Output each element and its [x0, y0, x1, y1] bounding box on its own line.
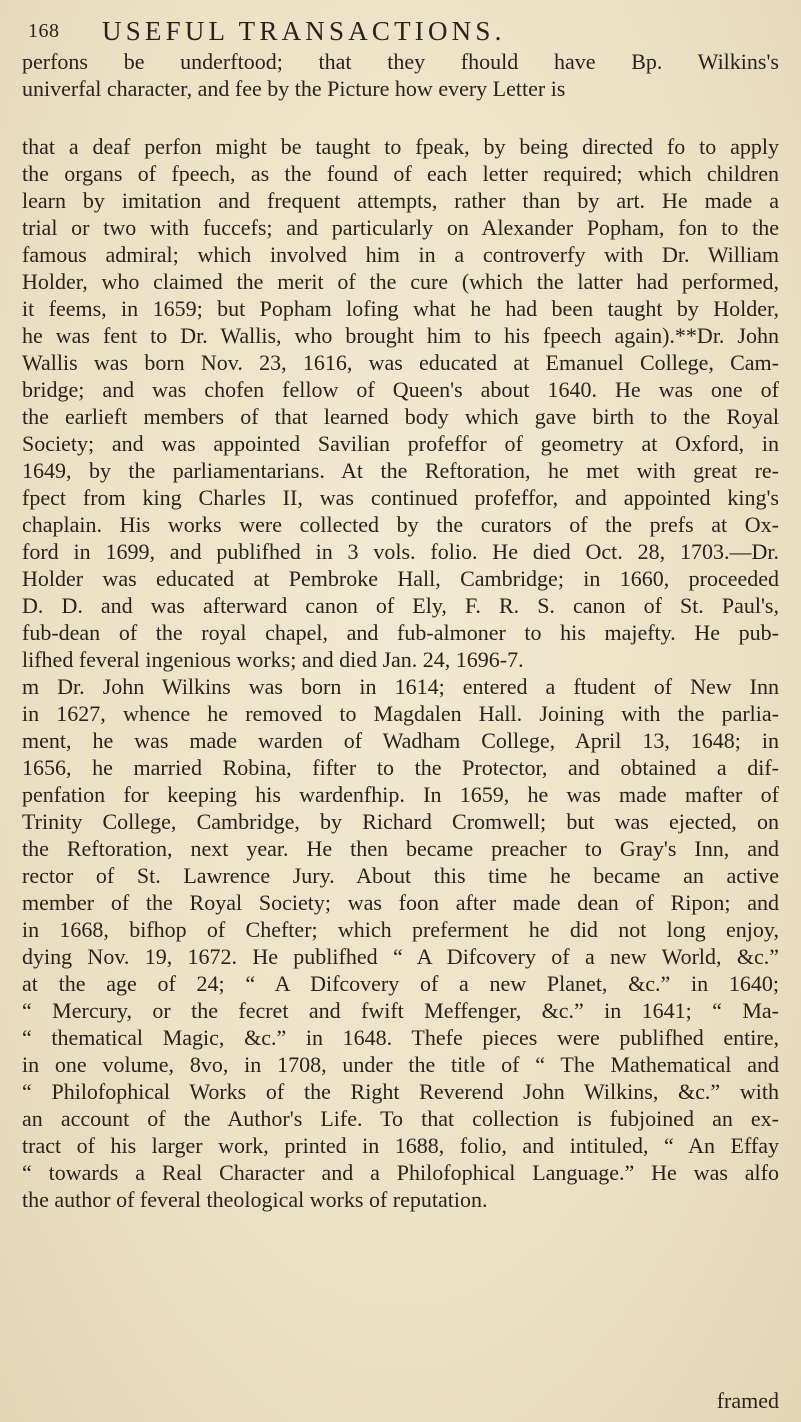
- text-line: trial or two with fuccefs; and particularly on Alexander Popham, fon to the: [22, 215, 779, 240]
- text-line: univerfal character, and fee by the Picture how every Letter is: [22, 76, 566, 101]
- intro-paragraph: [22, 48, 779, 102]
- running-title: USEFUL TRANSACTIONS.: [102, 16, 506, 46]
- text-line: he was fent to Dr. Wallis, who brought him to his fpeech again).**Dr. John: [22, 323, 779, 348]
- text-line: fub-dean of the royal chapel, and fub-almoner to his majefty. He pub-: [22, 620, 779, 645]
- page-footer: [22, 1388, 779, 1418]
- text-line: “ towards a Real Character and a Philofophical Language.” He was alfo: [22, 1160, 779, 1185]
- text-line: at the age of 24; “ A Difcovery of a new Planet, &c.” in 1640;: [22, 971, 779, 996]
- text-line: the author of feveral theological works of reputation.: [22, 1187, 488, 1212]
- text-line: 1649, by the parliamentarians. At the Reftoration, he met with great re-: [22, 458, 779, 483]
- page-header: [20, 12, 780, 48]
- text-line: “ Mercury, or the fecret and fwift Meffenger, &c.” in 1641; “ Ma-: [22, 998, 779, 1023]
- text-line: dying Nov. 19, 1672. He publifhed “ A Difcovery of a new World, &c.”: [22, 944, 779, 969]
- text-line: ford in 1699, and publifhed in 3 vols. folio. He died Oct. 28, 1703.—Dr.: [22, 539, 779, 564]
- text-line: fpect from king Charles II, was continued profeffor, and appointed king's: [22, 485, 779, 510]
- text-line: ment, he was made warden of Wadham College, April 13, 1648; in: [22, 728, 779, 753]
- text-line: Society; and was appointed Savilian profeffor of geometry at Oxford, in: [22, 431, 779, 456]
- text-line: Holder was educated at Pembroke Hall, Cambridge; in 1660, proceeded: [22, 566, 779, 591]
- text-line: chaplain. His works were collected by the curators of the prefs at Ox-: [22, 512, 779, 537]
- text-line: “ thematical Magic, &c.” in 1648. Thefe pieces were publifhed entire,: [22, 1025, 779, 1050]
- text-line: m Dr. John Wilkins was born in 1614; entered a ftudent of New Inn: [22, 674, 779, 699]
- text-line: Trinity College, Cambridge, by Richard Cromwell; but was ejected, on: [22, 809, 779, 834]
- text-line: penfation for keeping his wardenfhip. In 1659, he was made mafter of: [22, 782, 779, 807]
- text-line: the earlieft members of that learned body which gave birth to the Royal: [22, 404, 779, 429]
- text-line: Holder, who claimed the merit of the cure (which the latter had performed,: [22, 269, 779, 294]
- text-line: D. D. and was afterward canon of Ely, F. R. S. canon of St. Paul's,: [22, 593, 779, 618]
- text-line: the organs of fpeech, as the found of each letter required; which children: [22, 161, 779, 186]
- text-line: in 1627, whence he removed to Magdalen Hall. Joining with the parlia-: [22, 701, 779, 726]
- text-line: an account of the Author's Life. To that collection is fubjoined an ex-: [22, 1106, 779, 1131]
- text-line: Wallis was born Nov. 23, 1616, was educated at Emanuel College, Cam-: [22, 350, 779, 375]
- text-line: the Reftoration, next year. He then became preacher to Gray's Inn, and: [22, 836, 779, 861]
- text-line: learn by imitation and frequent attempts, rather than by art. He made a: [22, 188, 779, 213]
- text-line: it feems, in 1659; but Popham lofing what he had been taught by Holder,: [22, 296, 779, 321]
- text-line: rector of St. Lawrence Jury. About this time he became an active: [22, 863, 779, 888]
- catchword: framed: [716, 1388, 779, 1413]
- text-line: perfons be underftood; that they fhould have Bp. Wilkins's: [22, 49, 779, 74]
- text-line: that a deaf perfon might be taught to fpeak, by being directed fo to apply: [22, 134, 779, 159]
- text-line: lifhed feveral ingenious works; and died Jan. 24, 1696-7.: [22, 647, 524, 672]
- text-line: in 1668, bifhop of Chefter; which preferment he did not long enjoy,: [22, 917, 779, 942]
- text-line: famous admiral; which involved him in a controverfy with Dr. William: [22, 242, 779, 267]
- paragraph-gap: [22, 102, 779, 133]
- page-number: 168: [28, 20, 60, 42]
- text-line: member of the Royal Society; was foon after made dean of Ripon; and: [22, 890, 779, 915]
- text-line: tract of his larger work, printed in 1688, folio, and intituled, “ An Effay: [22, 1133, 779, 1158]
- footnotes: [22, 133, 779, 1213]
- main-text: [22, 48, 779, 1213]
- text-line: “ Philofophical Works of the Right Reverend John Wilkins, &c.” with: [22, 1079, 779, 1104]
- text-line: bridge; and was chofen fellow of Queen's about 1640. He was one of: [22, 377, 779, 402]
- text-line: 1656, he married Robina, fifter to the Protector, and obtained a dif-: [22, 755, 779, 780]
- text-line: in one volume, 8vo, in 1708, under the title of “ The Mathematical and: [22, 1052, 779, 1077]
